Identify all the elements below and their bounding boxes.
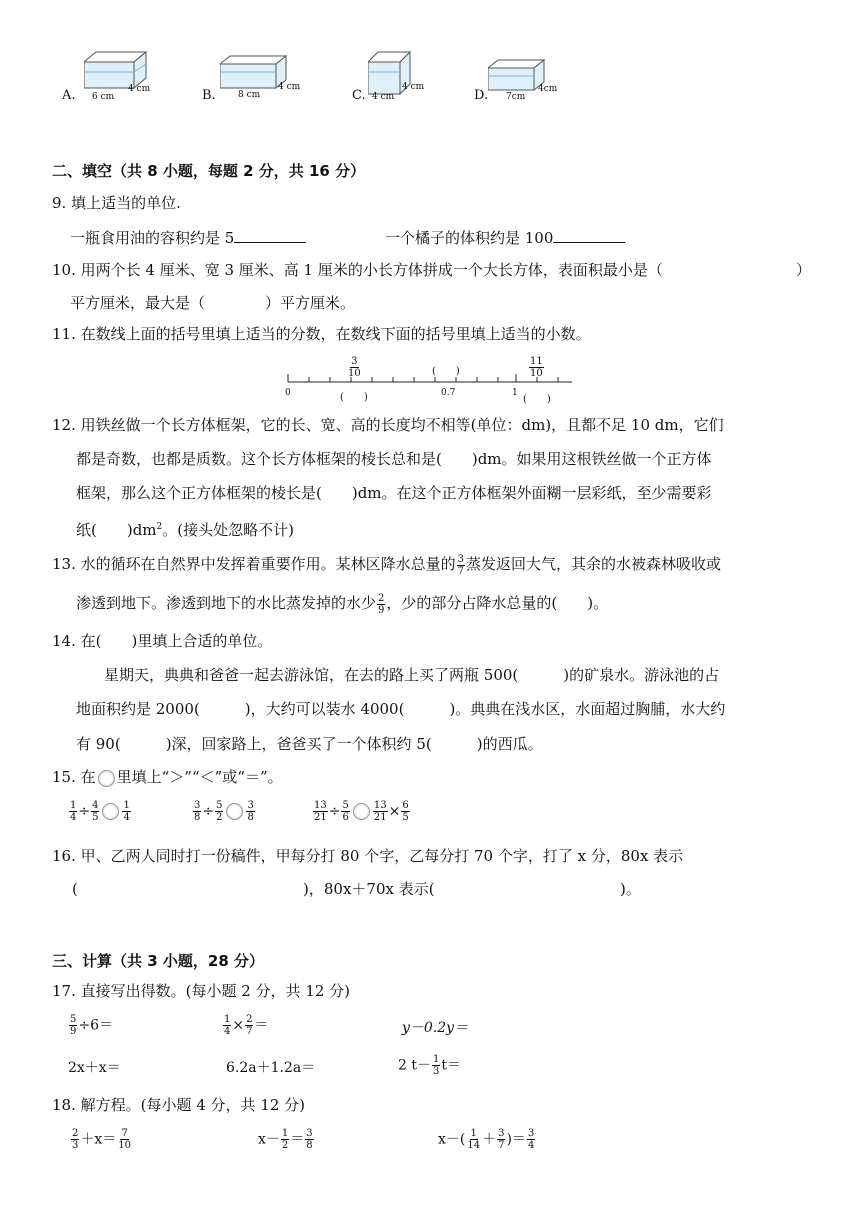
q16-line1: 16. 甲、乙两人同时打一份稿件，甲每分打 80 个字，乙每分打 70 个字，打了 x 分，80x 表示: [52, 847, 684, 865]
q17-d: 2x＋x＝: [68, 1060, 121, 1076]
q15-e2-op: ÷: [202, 803, 215, 820]
q15-e3-cd: 21: [373, 812, 387, 823]
q17-e: 6.2a＋1.2a＝: [226, 1060, 316, 1076]
q13-line1-b: 蒸发返回大气，其余的水被森林吸收或: [466, 555, 722, 573]
q15-stem-a: 15. 在: [52, 768, 96, 786]
q15-expr1: [68, 800, 132, 823]
q15-e2-bn: 5: [216, 800, 223, 811]
q17-stem: 17. 直接写出得数。(每小题 2 分，共 12 分): [52, 982, 351, 1000]
q18-b-d1: 2: [281, 1140, 289, 1151]
nl-f2-num: 11: [530, 356, 543, 367]
q14-line3: 有 90( )深，回家路上，爸爸买了一个体积约 5( )的西瓜。: [76, 735, 543, 753]
q12-line3: 框架，那么这个正方体框架的棱长是( )dm。在这个正方体框架外面糊一层彩纸，至少需要彩: [76, 484, 712, 502]
option-d-letter: D.: [474, 88, 489, 103]
option-d-width: 7cm: [506, 92, 526, 102]
q14-stem: 14. 在( )里填上合适的单位。: [52, 632, 273, 650]
q13-f2-den: 9: [378, 604, 385, 616]
q17-c: y－0.2y＝: [402, 1020, 469, 1036]
q15-e1-bn: 4: [92, 800, 99, 811]
q18-c-d3: 4: [527, 1140, 535, 1151]
q15-e1-bd: 5: [92, 812, 99, 823]
q9-blank-2[interactable]: [553, 228, 625, 243]
q12-line4-a: 纸( )dm: [76, 521, 157, 539]
q17-b-d2: 7: [246, 1026, 253, 1037]
q13-f2-num: 2: [378, 592, 385, 604]
q15-e1-op: ÷: [78, 803, 91, 820]
q12-line4: [76, 516, 294, 541]
q15-e1-cd: 4: [123, 812, 130, 823]
q17-f-num: 1: [432, 1054, 440, 1065]
q17-f-b: t＝: [441, 1057, 461, 1074]
q17-a-num: 5: [70, 1014, 77, 1025]
q15-e3-an: 13: [314, 800, 327, 811]
q15-e2-cn: 3: [247, 800, 254, 811]
q15-e2-an: 3: [194, 800, 201, 811]
q17-b-rest: ＝: [254, 1017, 269, 1034]
q15-e1-compare-circle[interactable]: [102, 803, 119, 820]
q17-f: [398, 1054, 461, 1077]
q18-b-n2: 3: [306, 1128, 313, 1139]
q15-e3-dn: 6: [402, 800, 409, 811]
q15-stem-b: 里填上“＞”“＜”或“＝”。: [116, 768, 283, 786]
q9-blank-1[interactable]: [234, 228, 306, 243]
q15-e2-cd: 8: [247, 812, 254, 823]
nl-bottom-paren2[interactable]: ( ): [523, 394, 551, 405]
q17-f-a: 2 t－: [398, 1057, 431, 1074]
circle-icon: [98, 770, 115, 787]
q18-b-d2: 8: [306, 1140, 313, 1151]
q18-a-mid: ＋x＝: [80, 1131, 117, 1148]
q9-left: [70, 227, 306, 249]
q18-c-pre: x－(: [438, 1131, 466, 1148]
q13-f1-num: 3: [457, 553, 465, 565]
q9-right: [385, 227, 625, 249]
q18-b-n1: 1: [281, 1128, 289, 1139]
q18-b-mid: ＝: [290, 1131, 305, 1148]
option-b-letter: B.: [202, 88, 216, 103]
q15-e2-bd: 2: [216, 812, 223, 823]
section3-title: 三、计算（共 3 小题，28 分）: [52, 952, 264, 970]
q15-e3-op: ÷: [328, 803, 341, 820]
q13-frac2: [377, 593, 385, 616]
q17-a-den: 9: [70, 1026, 77, 1037]
q18-c-n3: 3: [527, 1128, 535, 1139]
option-a-letter: A.: [62, 88, 76, 103]
nl-top-frac2: [528, 356, 545, 379]
option-a[interactable]: [62, 48, 172, 108]
option-b-width: 8 cm: [238, 90, 261, 100]
option-d[interactable]: [474, 52, 574, 108]
q15-expr2: [192, 800, 256, 823]
q18-a-d2: 10: [118, 1140, 132, 1151]
q17-b-op: ×: [232, 1017, 245, 1034]
q10-line1: 10. 用两个长 4 厘米、宽 3 厘米、高 1 厘米的小长方体拼成一个大长方体，表面积最小是（: [52, 261, 663, 279]
q13-line1-a: 13. 水的循环在自然界中发挥着重要作用。某林区降水总量的: [52, 555, 456, 573]
nl-top-paren[interactable]: ( ): [432, 366, 460, 377]
nl-07: 0.7: [441, 388, 456, 398]
q18-b: [258, 1128, 315, 1151]
q17-b-d1: 4: [224, 1026, 231, 1037]
q18-c-d2: 7: [498, 1140, 505, 1151]
q10-line1-end: ）: [796, 261, 812, 279]
nl-one: 1: [512, 388, 518, 398]
q18-c-n2: 3: [498, 1128, 505, 1139]
option-b-height: 4 cm: [278, 82, 301, 92]
nl-f1-num: 3: [351, 356, 358, 367]
q18-b-pre: x－: [258, 1131, 280, 1148]
q15-e1-ad: 4: [70, 812, 77, 823]
q18-a-n1: 2: [72, 1128, 79, 1139]
option-c-letter: C.: [352, 88, 366, 103]
q13-line2: [76, 592, 608, 616]
q18-a-d1: 3: [72, 1140, 79, 1151]
q15-e1-an: 1: [70, 800, 77, 811]
q12-line4-sup: 2: [156, 522, 163, 532]
q18-c-n1: 1: [470, 1128, 477, 1139]
q15-stem: [52, 766, 283, 788]
q11-stem: 11. 在数线上面的括号里填上适当的分数，在数线下面的括号里填上适当的小数。: [52, 325, 591, 343]
cuboid-d-icon: [488, 56, 568, 106]
option-c-height: 4 cm: [402, 82, 425, 92]
q18-a: [70, 1128, 133, 1151]
q17-b-n1: 1: [224, 1014, 231, 1025]
q15-e3-ad: 21: [314, 812, 327, 823]
q15-e3-bd: 6: [342, 812, 349, 823]
q13-frac1: [457, 554, 465, 577]
q15-e3-op2: ×: [388, 803, 401, 820]
q10-line2: 平方厘米，最大是（ ）平方厘米。: [70, 294, 356, 312]
nl-top-frac1: [346, 356, 363, 379]
q13-line2-a: 渗透到地下。渗透到地下的水比蒸发掉的水少: [76, 594, 377, 612]
q15-expr3: [312, 800, 411, 823]
option-c[interactable]: [352, 46, 452, 106]
q13-f1-den: 7: [457, 565, 465, 577]
q18-c-plus: ＋: [482, 1131, 497, 1148]
q13-line2-b: ，少的部分占降水总量的( )。: [386, 594, 609, 612]
q18-c-mid: )＝: [506, 1131, 526, 1148]
q16-line2-b: )，80x＋70x 表示(: [303, 880, 435, 898]
q13-line1: [52, 553, 721, 577]
q18-c: [438, 1128, 536, 1151]
q17-a-rest: ÷6＝: [78, 1017, 114, 1034]
cuboid-b-icon: [220, 52, 310, 104]
q15-e3-bn: 5: [342, 800, 349, 811]
nl-zero: 0: [285, 388, 291, 398]
q12-line2: 都是奇数，也都是质数。这个长方体框架的棱长总和是( )dm。如果用这根铁丝做一个正方体: [76, 450, 712, 468]
q17-b-n2: 2: [246, 1014, 253, 1025]
q9-right-text: 一个橘子的体积约是 100: [385, 229, 554, 247]
nl-bottom-paren1[interactable]: ( ): [340, 392, 368, 403]
q12-line4-b: 。(接头处忽略不计): [162, 521, 294, 539]
q18-c-d1: 14: [467, 1140, 481, 1151]
q16-line2-a: (: [72, 880, 78, 898]
q15-e3-dd: 5: [402, 812, 409, 823]
option-c-width: 4 cm: [372, 92, 395, 102]
option-b[interactable]: [202, 48, 312, 108]
q9-stem: 9. 填上适当的单位.: [52, 194, 181, 212]
nl-f1-den: 10: [348, 368, 361, 379]
q18-stem: 18. 解方程。(每小题 4 分，共 12 分): [52, 1096, 306, 1114]
option-a-width: 6 cm: [92, 92, 115, 102]
section2-title: 二、填空（共 8 小题，每题 2 分，共 16 分）: [52, 162, 366, 180]
q15-e3-cn: 13: [373, 800, 387, 811]
option-d-height: 4cm: [538, 84, 558, 94]
q15-e3-compare-circle[interactable]: [353, 803, 370, 820]
q12-line1: 12. 用铁丝做一个长方体框架，它的长、宽、高的长度均不相等(单位：dm)，且都不足 10 dm，它们: [52, 416, 724, 434]
q15-e2-compare-circle[interactable]: [226, 803, 243, 820]
q15-e2-ad: 8: [194, 812, 201, 823]
q16-line2-c: )。: [620, 880, 641, 898]
q14-line1: 星期天，典典和爸爸一起去游泳馆，在去的路上买了两瓶 500( )的矿泉水。游泳池的占: [104, 666, 720, 684]
q17-a: [68, 1014, 113, 1037]
q9-left-text: 一瓶食用油的容积约是 5: [70, 229, 235, 247]
q14-line2: 地面积约是 2000( )，大约可以装水 4000( )。典典在浅水区，水面超过胸脯，水大约: [76, 700, 726, 718]
option-a-height: 4 cm: [128, 84, 151, 94]
q18-a-n2: 7: [121, 1128, 128, 1139]
q17-b: [222, 1014, 268, 1037]
nl-f2-den: 10: [530, 368, 543, 379]
q17-f-den: 3: [432, 1066, 440, 1077]
q15-e1-cn: 1: [123, 800, 130, 811]
